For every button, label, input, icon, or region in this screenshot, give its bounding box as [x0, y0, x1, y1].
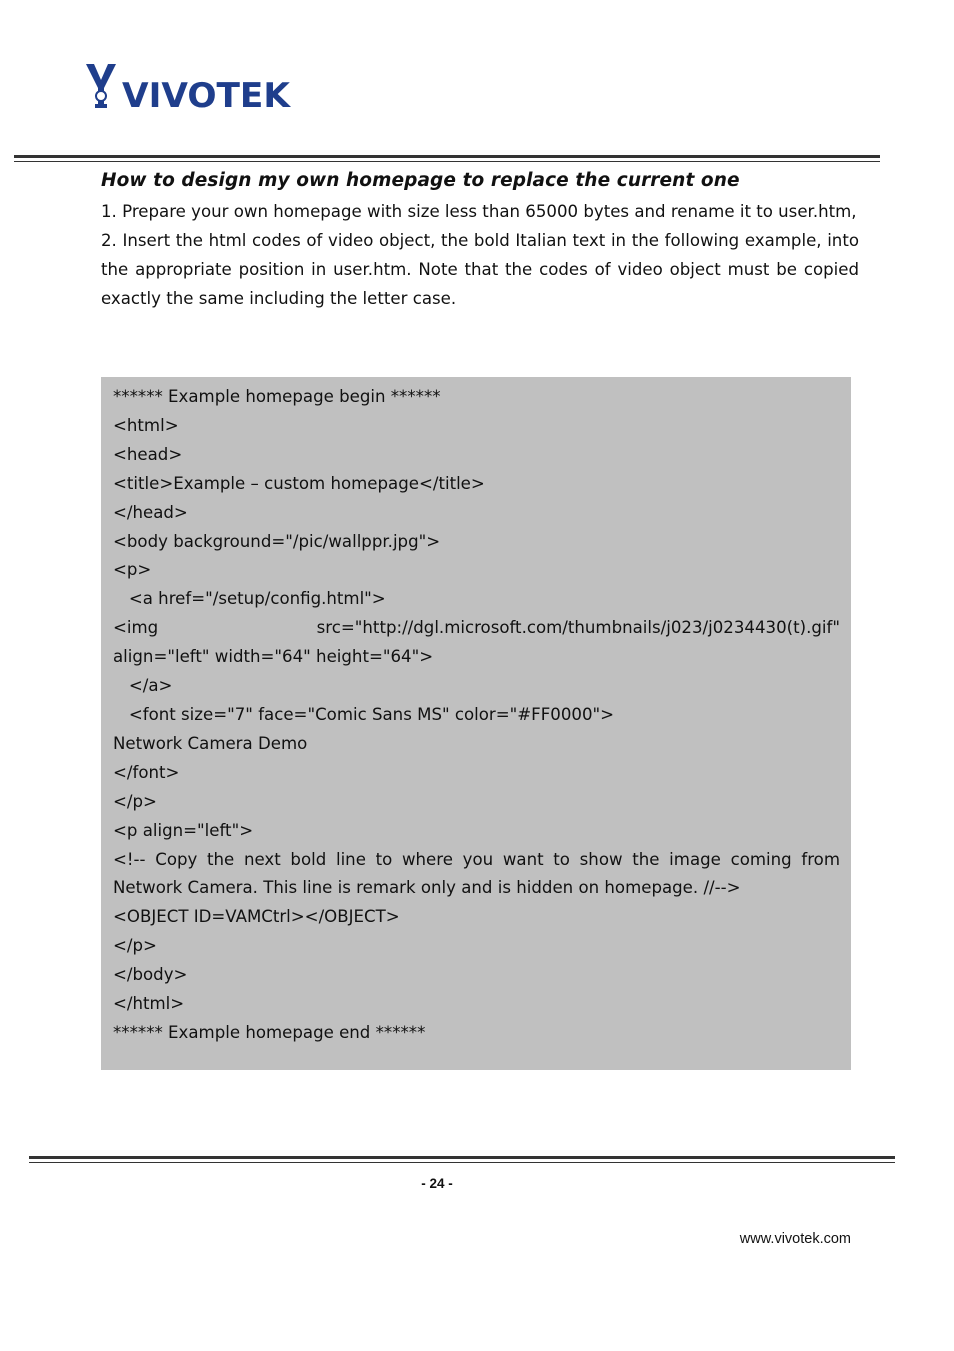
code-line: </html>	[113, 994, 185, 1014]
code-line: </p>	[113, 791, 157, 811]
header-divider	[14, 155, 880, 158]
code-line: </font>	[113, 762, 180, 782]
code-line: </head>	[113, 502, 188, 522]
footer-divider	[29, 1156, 895, 1159]
code-line: <head>	[113, 444, 183, 464]
code-object-line: <OBJECT ID=VAMCtrl></OBJECT>	[113, 907, 400, 927]
code-line: align="left" width="64" height="64">	[113, 647, 434, 667]
vivotek-logo-icon	[84, 60, 296, 114]
code-line: ****** Example homepage begin ******	[113, 387, 441, 406]
code-lines	[113, 383, 840, 1048]
code-line: <p align="left">	[113, 820, 254, 840]
code-line: <a href="/setup/config.html">	[113, 589, 386, 609]
code-line: <title>Example – custom homepage</title>	[113, 473, 485, 493]
code-line: <img src="http://dgl.microsoft.com/thumbnails/j023/j0234430(t).gif"	[113, 618, 840, 638]
instruction-step-1: 1. Prepare your own homepage with size less than 65000 bytes and rename it to user.htm,	[101, 202, 857, 221]
code-line: <body background="/pic/wallppr.jpg">	[113, 531, 441, 551]
code-line: <p>	[113, 560, 152, 580]
code-line: </body>	[113, 965, 188, 985]
code-line: </p>	[113, 936, 157, 956]
code-comment-line: <!-- Copy the next bold line to where you want to show the image coming from Network Camera. This line is remark only and is hidden on homepage. //-->	[113, 849, 840, 898]
code-line: </a>	[113, 676, 173, 696]
vivotek-logo	[84, 60, 296, 114]
website-url: www.vivotek.com	[739, 1231, 851, 1247]
instruction-step-2: 2. Insert the html codes of video object, the bold Italian text in the following example, into the appropriate position in user.htm. Note that the codes of video object must be copied exactly the same including the letter case.	[101, 231, 859, 308]
code-line: Network Camera Demo	[113, 733, 308, 753]
code-line: <html>	[113, 415, 179, 435]
page-number: - 24 -	[421, 1176, 453, 1191]
code-line: ****** Example homepage end ******	[113, 1022, 426, 1042]
section-heading: How to design my own homepage to replace the current one	[101, 170, 740, 191]
code-example-box	[101, 377, 851, 1070]
instructions	[101, 197, 859, 313]
logo-wordmark: VIVOTEK	[122, 76, 292, 114]
code-line: <font size="7" face="Comic Sans MS" color="#FF0000">	[113, 704, 615, 724]
